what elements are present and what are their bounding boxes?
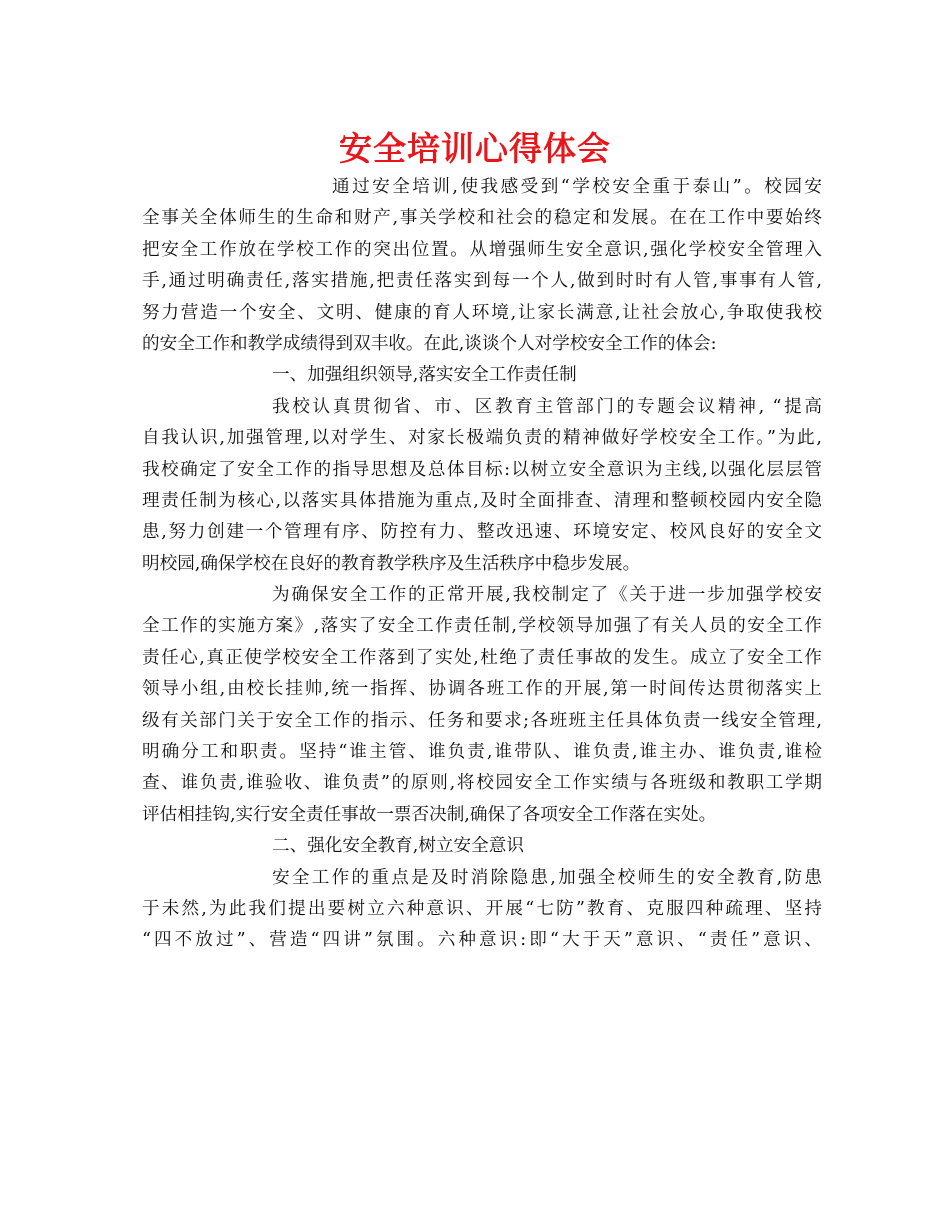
text-line: 级有关部门关于安全工作的指示、任务和要求;各班班主任具体负责一线安全管理, [142, 710, 822, 731]
text-line: 明校园,确保学校在良好的教育教学秩序及生活秩序中稳步发展。 [142, 553, 641, 574]
text-line: 我校认真贯彻省、市、区教育主管部门的专题会议精神, “提高 [272, 396, 822, 417]
text-line: 安全工作的重点是及时消除隐患,加强全校师生的安全教育,防患 [272, 867, 822, 888]
text-line: 全工作的实施方案》,落实了安全工作责任制,学校领导加强了有关人员的安全工作 [142, 616, 822, 637]
text-line: 于未然,为此我们提出要树立六种意识、开展“七防”教育、克服四种疏理、坚持 [142, 898, 822, 919]
text-line: 查、谁负责,谁验收、谁负责”的原则,将校园安全工作实绩与各班级和教职工学期 [142, 773, 822, 794]
text-line: 的安全工作和教学成绩得到双丰收。在此,谈谈个人对学校安全工作的体会: [142, 333, 717, 354]
text-line: 领导小组,由校长挂帅,统一指挥、协调各班工作的开展,第一时间传达贯彻落实上 [142, 679, 822, 700]
text-line: 明确分工和职责。坚持“谁主管、谁负责,谁带队、谁负责,谁主办、谁负责,谁检 [142, 742, 822, 763]
document-body [142, 172, 822, 957]
text-line: 患,努力创建一个管理有序、防控有力、整改迅速、环境安定、校风良好的安全文 [142, 522, 822, 543]
document-title: 安全培训心得体会 [339, 129, 611, 168]
text-line: 全事关全体师生的生命和财产,事关学校和社会的稳定和发展。在在工作中要始终 [142, 208, 822, 229]
text-line: 努力营造一个安全、文明、健康的育人环境,让家长满意,让社会放心,争取使我校 [142, 302, 822, 323]
text-line: 通过安全培训,使我感受到“学校安全重于泰山”。校园安 [332, 177, 822, 197]
text-line: 理责任制为核心,以落实具体措施为重点,及时全面排查、清理和整顿校园内安全隐 [142, 490, 822, 511]
text-line: 手,通过明确责任,落实措施,把责任落实到每一个人,做到时时有人管,事事有人管, [142, 271, 822, 292]
text-line: “四不放过”、营造“四讲”氛围。六种意识:即“大于天”意识、“责任”意识、 [142, 930, 822, 951]
text-line: 评估相挂钩,实行安全责任事故一票否决制,确保了各项安全工作落在实处。 [142, 804, 717, 825]
text-line: 责任心,真正使学校安全工作落到了实处,杜绝了责任事故的发生。成立了安全工作 [142, 647, 822, 668]
text-line: 二、强化安全教育,树立安全意识 [272, 836, 524, 857]
text-line: 自我认识,加强管理,以对学生、对家长极端负责的精神做好学校安全工作。”为此, [142, 428, 822, 449]
text-line: 一、加强组织领导,落实安全工作责任制 [272, 365, 577, 386]
text-line: 为确保安全工作的正常开展,我校制定了《关于进一步加强学校安 [272, 585, 822, 606]
text-line: 把安全工作放在学校工作的突出位置。从增强师生安全意识,强化学校安全管理入 [142, 239, 822, 260]
text-line: 我校确定了安全工作的指导思想及总体目标:以树立安全意识为主线,以强化层层管 [142, 459, 822, 480]
